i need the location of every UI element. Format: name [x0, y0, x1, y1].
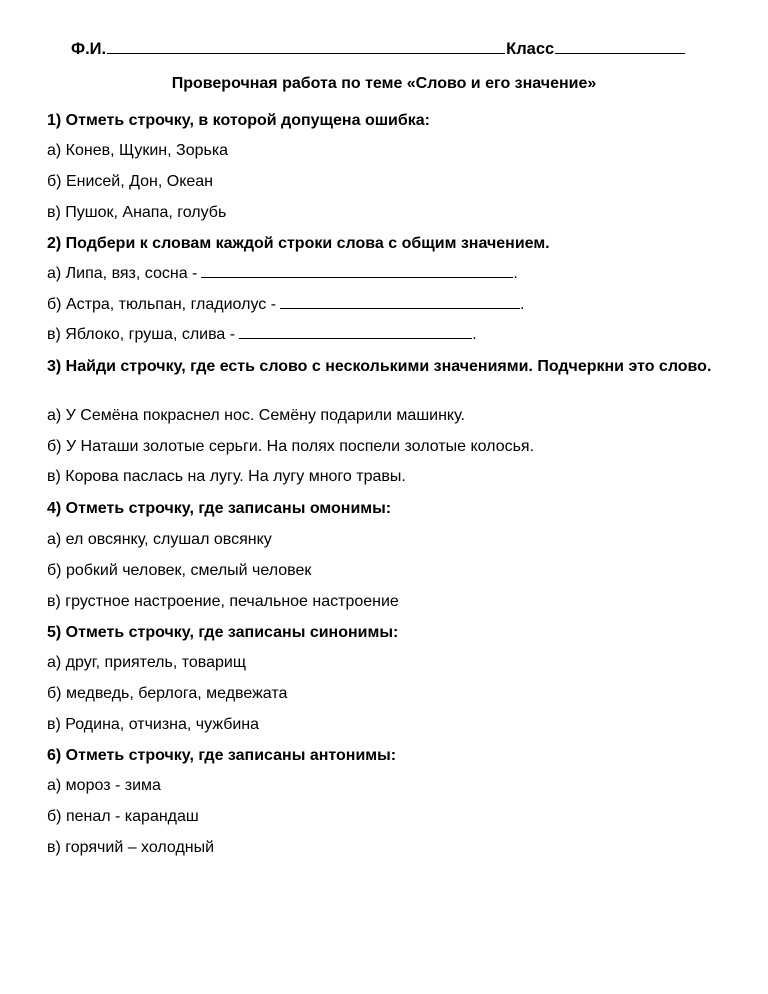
- q1-option-c[interactable]: в) Пушок, Анапа, голубь: [47, 204, 227, 221]
- q2-option-a: а) Липа, вяз, сосна - .: [47, 265, 518, 282]
- q6-option-b[interactable]: б) пенал - карандаш: [47, 808, 199, 825]
- question-4: 4) Отметь строчку, где записаны омонимы:: [47, 500, 392, 517]
- class-field[interactable]: [555, 40, 685, 54]
- q4-option-b[interactable]: б) робкий человек, смелый человек: [47, 562, 312, 579]
- question-2: 2) Подбери к словам каждой строки слова с общим значением.: [47, 235, 550, 252]
- question-5: 5) Отметь строчку, где записаны синонимы:: [47, 624, 399, 641]
- q3-option-b[interactable]: б) У Наташи золотые серьги. На полях поспели золотые колосья.: [47, 438, 535, 455]
- class-label: Класс: [506, 40, 555, 58]
- q4-option-c[interactable]: в) грустное настроение, печальное настроение: [47, 593, 399, 610]
- q2-answer-blank-c[interactable]: [239, 326, 472, 339]
- q2-answer-blank-b[interactable]: [280, 296, 520, 309]
- q5-option-a[interactable]: а) друг, приятель, товарищ: [47, 654, 247, 671]
- q6-option-a[interactable]: а) мороз - зима: [47, 777, 161, 794]
- question-6: 6) Отметь строчку, где записаны антонимы:: [47, 747, 397, 764]
- q3-option-a[interactable]: а) У Семёна покраснел нос. Семёну подарили машинку.: [47, 407, 465, 424]
- q6-option-c[interactable]: в) горячий – холодный: [47, 839, 215, 856]
- q1-option-b[interactable]: б) Енисей, Дон, Океан: [47, 173, 214, 190]
- name-label: Ф.И.: [71, 40, 107, 58]
- worksheet-title: Проверочная работа по теме «Слово и его значение»: [171, 75, 597, 92]
- q5-option-b[interactable]: б) медведь, берлога, медвежата: [47, 685, 288, 702]
- question-1: 1) Отметь строчку, в которой допущена ошибка:: [47, 112, 430, 129]
- name-field[interactable]: [107, 40, 505, 54]
- q3-option-c[interactable]: в) Корова паслась на лугу. На лугу много травы.: [47, 468, 406, 485]
- q2-option-c: в) Яблоко, груша, слива - .: [47, 326, 477, 343]
- q1-option-a[interactable]: а) Конев, Щукин, Зорька: [47, 142, 229, 159]
- student-header: [71, 40, 686, 59]
- question-3: 3) Найди строчку, где есть слово с несколькими значениями. Подчеркни это слово.: [47, 358, 712, 375]
- q2-answer-blank-a[interactable]: [201, 265, 513, 278]
- q5-option-c[interactable]: в) Родина, отчизна, чужбина: [47, 716, 260, 733]
- q4-option-a[interactable]: а) ел овсянку, слушал овсянку: [47, 531, 272, 548]
- q2-option-b: б) Астра, тюльпан, гладиолус - .: [47, 296, 525, 313]
